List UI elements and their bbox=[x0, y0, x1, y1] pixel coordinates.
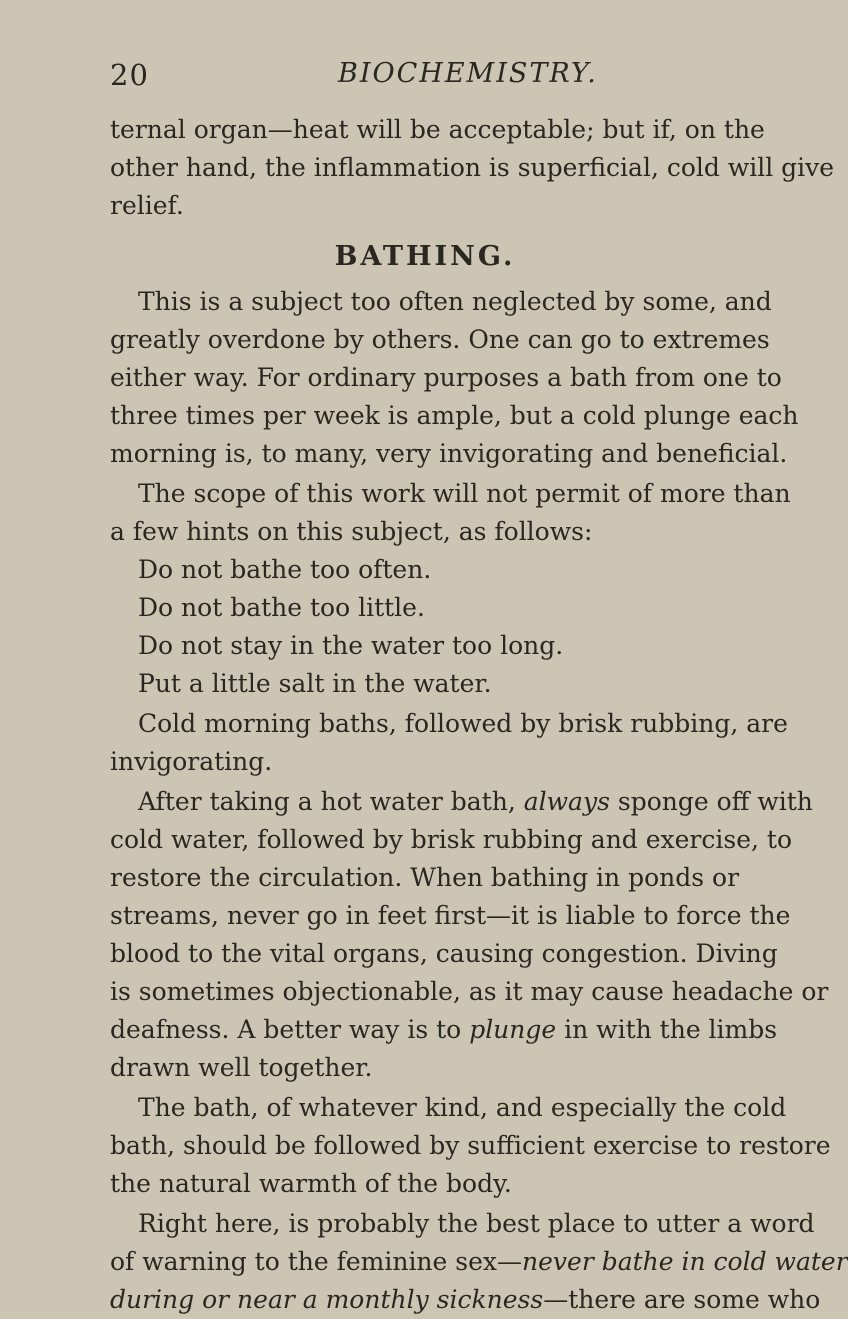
section-heading: BATHING. bbox=[334, 241, 516, 272]
emphasis: never bathe in cold water bbox=[522, 1247, 848, 1276]
text-line: either way. For ordinary purposes a bath from one to bbox=[110, 363, 782, 392]
text-line: is sometimes objectionable, as it may cause headache or bbox=[110, 977, 829, 1006]
running-head: BIOCHEMISTRY. bbox=[338, 58, 598, 89]
text-span: of warning to the feminine sex— bbox=[110, 1247, 522, 1276]
list-item: Do not stay in the water too long. bbox=[138, 631, 564, 660]
text-line: invigorating. bbox=[110, 747, 273, 776]
text-span: deafness. A better way is to bbox=[110, 1015, 470, 1044]
text-span: After taking a hot water bath, bbox=[138, 787, 524, 816]
text-line: relief. bbox=[110, 191, 184, 220]
text-line: Cold morning baths, followed by brisk rubbing, are bbox=[138, 709, 788, 738]
text-line: drawn well together. bbox=[110, 1053, 373, 1082]
text-span: sponge off with bbox=[609, 787, 813, 816]
text-line: This is a subject too often neglected by some, and bbox=[138, 287, 772, 316]
text-line: three times per week is ample, but a cold plunge each bbox=[110, 401, 799, 430]
text-line: morning is, to many, very invigorating and beneficial. bbox=[110, 439, 788, 468]
text-line: a few hints on this subject, as follows: bbox=[110, 517, 593, 546]
text-line: The bath, of whatever kind, and especially the cold bbox=[138, 1093, 787, 1122]
emphasis: during or near a monthly sickness bbox=[110, 1285, 544, 1314]
text-span: in with the limbs bbox=[556, 1015, 778, 1044]
list-item: Put a little salt in the water. bbox=[138, 669, 492, 698]
emphasis: always bbox=[523, 787, 610, 816]
page-header bbox=[110, 58, 730, 98]
text-line: cold water, followed by brisk rubbing and exercise, to bbox=[110, 825, 792, 854]
text-line: Right here, is probably the best place to utter a word bbox=[138, 1209, 815, 1238]
text-line: greatly overdone by others. One can go to extremes bbox=[110, 325, 770, 354]
text-line: bath, should be followed by sufficient exercise to restore bbox=[110, 1131, 831, 1160]
text-line: restore the circulation. When bathing in ponds or bbox=[110, 863, 740, 892]
list-item: Do not bathe too often. bbox=[138, 555, 432, 584]
emphasis: plunge bbox=[469, 1015, 557, 1044]
list-item: Do not bathe too little. bbox=[138, 593, 425, 622]
text-line: ternal organ—heat will be acceptable; but if, on the bbox=[110, 115, 765, 144]
text-line bbox=[110, 1281, 821, 1319]
body-text bbox=[110, 111, 848, 1319]
text-span: —there are some who bbox=[543, 1285, 821, 1314]
page-number: 20 bbox=[110, 58, 149, 92]
text-line bbox=[110, 1011, 778, 1049]
text-line: The scope of this work will not permit of more than bbox=[138, 479, 791, 508]
text-line: the natural warmth of the body. bbox=[110, 1169, 512, 1198]
text-line bbox=[110, 783, 813, 821]
text-line bbox=[110, 1243, 848, 1281]
text-line: streams, never go in feet first—it is liable to force the bbox=[110, 901, 791, 930]
text-line: other hand, the inflammation is superficial, cold will give bbox=[110, 153, 835, 182]
text-line: blood to the vital organs, causing congestion. Diving bbox=[110, 939, 778, 968]
